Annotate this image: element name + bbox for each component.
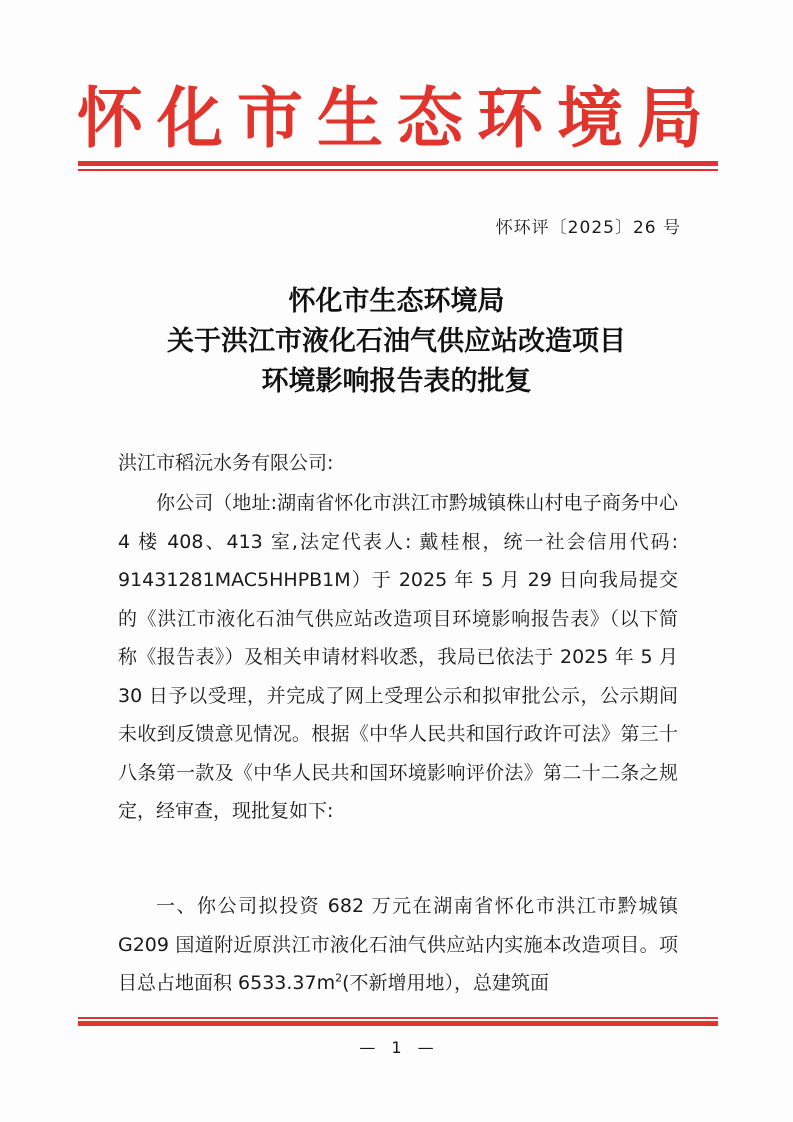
paragraph-2-text: 一、你公司拟投资 682 万元在湖南省怀化市洪江市黔城镇 G209 国道附近原洪江市液化石油气供应站内实施本改造项目。项目总占地面积 6533.37m — [118, 895, 678, 994]
body-paragraph-2 — [118, 887, 678, 1003]
header-rule-thin — [78, 169, 718, 171]
document-title — [60, 282, 733, 402]
paragraph-2-text-end: (不新增用地），总建筑面 — [342, 972, 550, 994]
superscript-2: 2 — [335, 971, 343, 985]
title-line-3: 环境影响报告表的批复 — [261, 366, 532, 397]
page-dash-right: — — [417, 1038, 434, 1057]
header-rule-thick — [78, 161, 718, 166]
footer-rule-thick — [78, 1021, 718, 1026]
org-header: 怀化市生态环境局 — [77, 79, 717, 157]
title-line-2: 关于洪江市液化石油气供应站改造项目 — [167, 326, 626, 357]
body-paragraph-1: 你公司（地址:湖南省怀化市洪江市黔城镇株山村电子商务中心 4 楼 408、413 室,法定代表人: 戴桂根，统一社会信用代码: 91431281MAC5HHPB1M）于 2025 年 5 月 29 日向我局提交的《洪江市液化石油气供应站改造项目环境影响报告表》（以下简称《报告表》）及相关申请材料收悉，我局已依法于 2025 年 5 月 30 日予以受理，并完成了网上受理公示和拟审批公示，公示期间未收到反馈意见情况。根据《中华人民共和国行政许可法》第三十八条第一款及《中华人民共和国环境影响评价法》第二十二条之规定，经审查，现批复如下: — [118, 492, 678, 822]
recipient: 洪江市稻沅水务有限公司: — [118, 452, 334, 474]
document-number: 怀环评〔2025〕26 号 — [495, 218, 681, 238]
page-number-value: 1 — [391, 1038, 402, 1057]
page-dash-left: — — [359, 1038, 376, 1057]
title-line-1: 怀化市生态环境局 — [288, 286, 505, 317]
page-number — [0, 1038, 793, 1057]
footer-rule-thin — [78, 1017, 718, 1019]
